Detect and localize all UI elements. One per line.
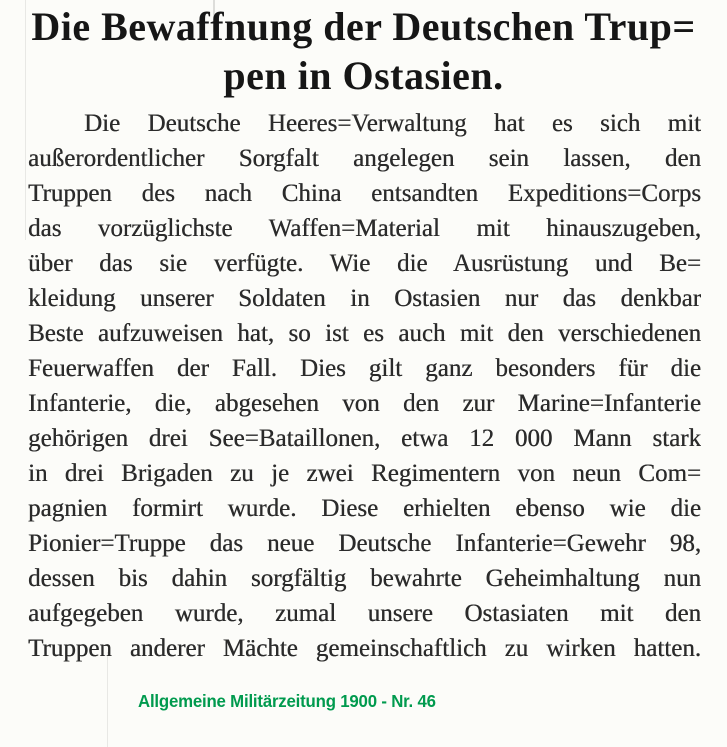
body-text-line: Feuerwaffen der Fall. Dies gilt ganz besonders für die <box>28 355 701 382</box>
body-text-line: kleidung unserer Soldaten in Ostasien nur das denkbar <box>28 285 701 312</box>
body-text-line: Truppen anderer Mächte gemeinschaftlich zu wirken hatten. <box>28 635 701 662</box>
article-title-line-1: Die Bewaffnung der Deutschen Trup= <box>31 4 696 49</box>
body-text-line: Infanterie, die, abgesehen von den zur Marine=Infanterie <box>28 390 701 417</box>
body-text-line: das vorzüglichste Waffen=Material mit hinauszugeben, <box>28 215 701 242</box>
body-text-line: Pionier=Truppe das neue Deutsche Infanterie=Gewehr 98, <box>28 530 701 557</box>
body-text-line: über das sie verfügte. Wie die Ausrüstung und Be= <box>28 250 701 277</box>
body-text-line: in drei Brigaden zu je zwei Regimentern von neun Com= <box>28 460 701 487</box>
body-text-line: dessen bis dahin sorgfältig bewahrte Geheimhaltung nun <box>28 565 701 592</box>
paper-crease-line <box>107 652 108 747</box>
body-text-line: aufgegeben wurde, zumal unsere Ostasiaten mit den <box>28 600 701 627</box>
source-caption: Allgemeine Militärzeitung 1900 - Nr. 46 <box>138 691 436 711</box>
article-title <box>0 2 727 100</box>
body-text-line: Truppen des nach China entsandten Expeditions=Corps <box>28 180 701 207</box>
body-text-line: Beste aufzuweisen hat, so ist es auch mit den verschiedenen <box>28 320 701 347</box>
body-text-line: pagnien formirt wurde. Diese erhielten ebenso wie die <box>28 495 701 522</box>
body-text-line: außerordentlicher Sorgfalt angelegen sein lassen, den <box>28 145 701 172</box>
article-title-line-2: pen in Ostasien. <box>223 53 504 98</box>
body-text-line: Die Deutsche Heeres=Verwaltung hat es sich mit <box>84 110 701 137</box>
body-text-line: gehörigen drei See=Bataillonen, etwa 12 000 Mann stark <box>28 425 701 452</box>
article-body <box>28 106 701 666</box>
